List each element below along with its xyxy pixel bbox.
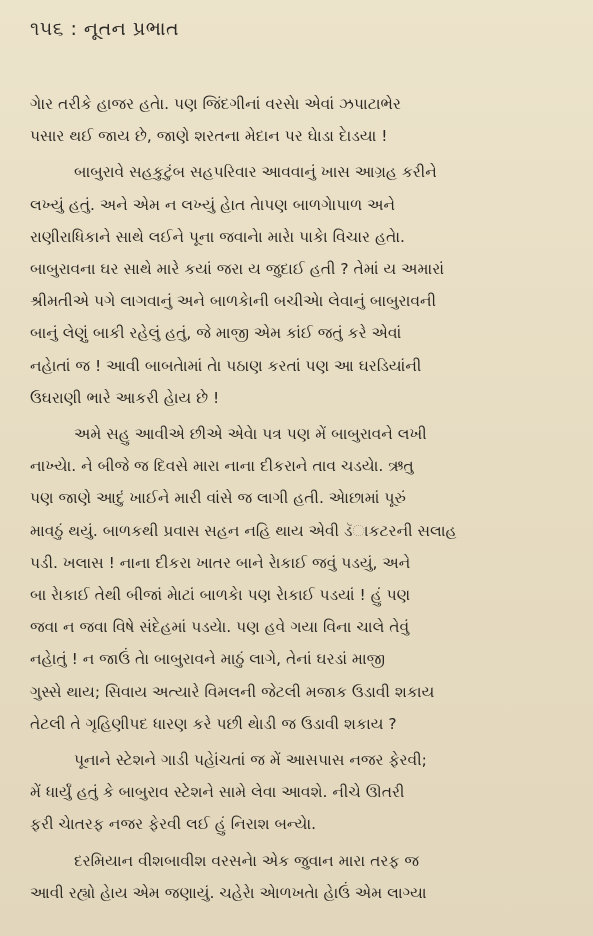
text-line: ઉઘરાણી ભારે આકરી હેાય છે ! xyxy=(30,388,220,407)
text-line: નહેાતું ! ન જાઉં તેા બાબુરાવને માઠું લાગે, તેનાં ઘરડાં માજી xyxy=(30,650,386,669)
text-line: ગુસ્સે થાય; સિવાય અત્યારે વિમલની જેટલી મજાક ઉડાવી શકાય xyxy=(30,682,435,701)
text-line: પણ જાણે આદું ખાઈને મારી વાંસે જ લાગી હતી. એાછામાં પૂરું xyxy=(30,489,406,508)
text-line: પડી. ખલાસ ! નાના દીકરા ખાતર બાને રેાકાઈ જવું પડયું, અને xyxy=(30,553,411,572)
text-line: નહેાતાં જ ! આવી બાબતેામાં તેા પઠાણ કરતાં પણ આ ઘરડિયાંની xyxy=(30,356,422,375)
paragraph xyxy=(30,845,568,909)
text-line: ગેાર તરીકે હાજર હતેા. પણ જિંદગીનાં વરસેા એવાં ઝપાટાભેર xyxy=(30,95,401,113)
text-line: બાબુરાવે સહકુટુંબ સહપરિવાર આવવાનું ખાસ આગ્રહ કરીને xyxy=(74,163,437,182)
paragraph xyxy=(30,156,568,414)
text-line: શ્રીમતીએ પગે લાગવાનું અને બાળકેાની બચીએા લેવાનું બાબુરાવની xyxy=(30,292,437,311)
text-line: પસાર થઈ જાય છે, જાણે શરતના મેદાન પર ઘેાડા દેાડયા ! xyxy=(30,127,388,146)
text-line: પૂનાને સ્ટેશને ગાડી પહેાંચતાં જ મેં આસપાસ નજર ફેરવી; xyxy=(74,751,427,770)
text-line: માવઠું થયું. બાળકથી પ્રવાસ સહન નહિ થાય એવી ડૅાકટરની સલાહ xyxy=(30,521,457,540)
text-line: રાણીરાધિકાને સાથે લઈને પૂના જવાનેા મારેા પાકેા વિચાર હતેા. xyxy=(30,227,405,246)
page-body xyxy=(30,88,568,913)
text-line: મેં ધાર્યું હતું કે બાબુરાવ સ્ટેશને સામે લેવા આવશે. નીચે ઊતરી xyxy=(30,783,405,802)
text-line: તેટલી તે ગૃહિણીપદ ધારણ કરે પછી થેાડી જ ઉડાવી શકાય ? xyxy=(30,714,397,733)
text-line: બાનું લેણું બાકી રહેલું હતું, જે માજી એમ કાંઈ જતું કરે એવાં xyxy=(30,324,402,343)
text-line: ફરી ચેાતરફ નજર ફેરવી લઈ હું નિરાશ બન્યેા. xyxy=(30,815,317,834)
text-line: બાબુરાવના ઘર સાથે મારે કયાં જરા ય જુદાઈ હતી ? તેમાં ય અમારાં xyxy=(30,260,445,279)
page-header: ૧૫૬ : નૂતન પ્રભાત xyxy=(30,18,180,40)
paragraph xyxy=(30,744,568,841)
text-line: અમે સહુ આવીએ છીએ એવેા પત્ર પણ મેં બાબુરાવને લખી xyxy=(74,425,427,444)
paragraph xyxy=(30,418,568,740)
paragraph xyxy=(30,88,568,152)
text-line: જવા ન જવા વિષે સંદેહમાં પડયેા. પણ હવે ગયા વિના ચાલે તેવું xyxy=(30,618,410,637)
text-line: નાખ્યેા. ને બીજે જ દિવસે મારા નાના દીકરાને તાવ ચડયેા. ઋતુ xyxy=(30,457,414,476)
text-line: લખ્યું હતું. અને એમ ન લખ્યું હેાત તેાપણ બાળગેાપાળ અને xyxy=(30,195,395,214)
text-line: આવી રહ્યો હેાય એમ જણાયું. ચહેરેા એાળખતેા હેાઉં એમ લાગ્યા xyxy=(30,883,427,902)
text-line: બા રેાકાઈ તેથી બીજાં મેાટાં બાળકેા પણ રેાકાઈ પડયાં ! હું પણ xyxy=(30,586,411,605)
text-line: દરમિયાન વીશબાવીશ વરસનેા એક જુવાન મારા તરફ જ xyxy=(74,851,420,870)
